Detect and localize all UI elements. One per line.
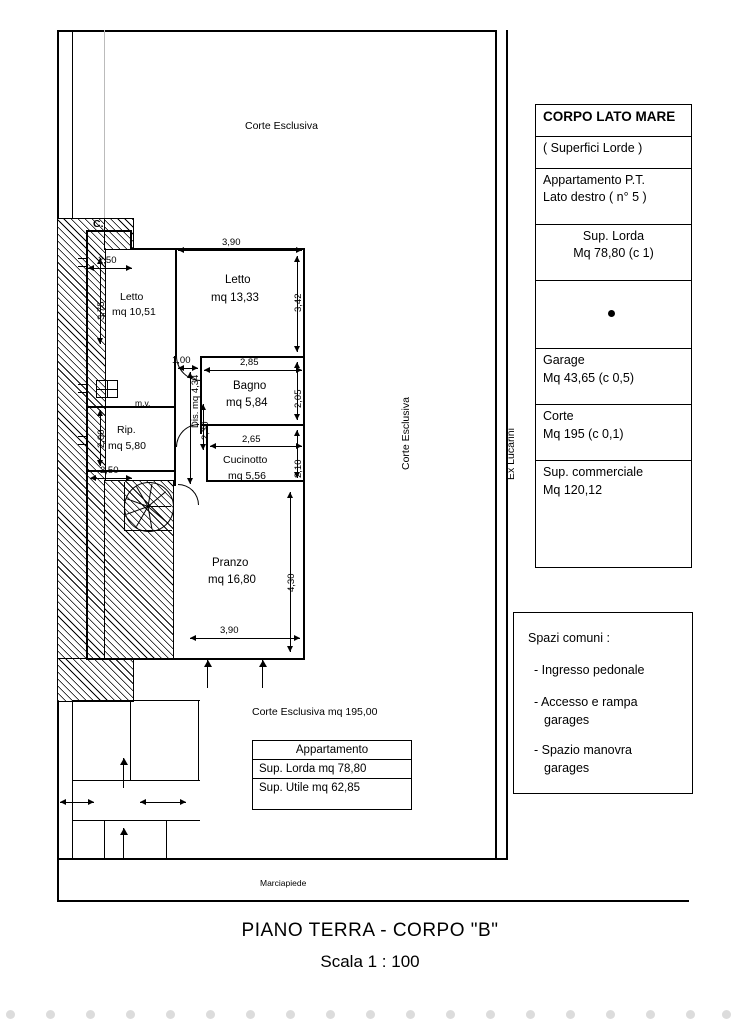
- corridor-label: Dis. mq 4,34: [190, 374, 201, 428]
- mv-label: m.v.: [135, 398, 151, 408]
- dimension-text: 2,30: [200, 421, 211, 440]
- info-table-row: [536, 461, 691, 515]
- common-spaces-item: - Ingresso pedonale: [534, 663, 645, 677]
- span-arrow-right: [140, 802, 186, 803]
- common-spaces-box: [513, 612, 693, 794]
- apt-wall-north-left: [86, 230, 132, 232]
- room-area: mq 10,51: [112, 306, 156, 318]
- entry-arrow-1: [207, 660, 208, 688]
- info-table-header: CORPO LATO MARE: [536, 105, 691, 137]
- room-label: Bagno: [233, 380, 267, 392]
- info-table-line: Mq 120,12: [543, 483, 603, 497]
- partition-rip-top: [86, 406, 176, 408]
- window-tick-2: [78, 266, 88, 267]
- info-table-row: [536, 225, 691, 281]
- apartment-box-line: Sup. Utile mq 62,85: [259, 782, 361, 794]
- guide-line-aux: [104, 30, 105, 230]
- closet-label: C.: [93, 218, 104, 230]
- info-table-line: Lato destro ( n° 5 ): [543, 190, 647, 204]
- dimension-text: 2,50: [98, 255, 117, 266]
- dimension-text: 2,10: [293, 459, 304, 478]
- dimension-text: 4,30: [286, 573, 297, 592]
- apt-wall-closet-right: [130, 230, 132, 250]
- window-tick-4: [78, 392, 88, 393]
- info-table-row: [536, 405, 691, 461]
- common-spaces-title: Spazi comuni :: [528, 631, 610, 645]
- stair-base-line: [124, 530, 172, 531]
- bottom-dot-strip: [0, 1004, 740, 1024]
- bullet-dot: [608, 310, 615, 317]
- plan-title: PIANO TERRA - CORPO "B": [241, 920, 499, 941]
- window-tick-5: [78, 436, 88, 437]
- room-area: mq 16,80: [208, 574, 256, 586]
- room-area: mq 13,33: [211, 292, 259, 304]
- spiral-stair: [124, 482, 174, 532]
- dim-arrow-3-90-low: [190, 638, 300, 639]
- sidewalk-line-top: [57, 858, 507, 860]
- direction-arrow-2: [123, 828, 124, 858]
- dimension-text: 3,42: [293, 293, 304, 312]
- dim-arrow-1-00: [178, 368, 198, 369]
- sidewalk-edge-left: [57, 858, 59, 900]
- lot-boundary-top: [57, 30, 497, 32]
- dim-arrow-2-65: [210, 446, 302, 447]
- info-table: [535, 104, 692, 568]
- info-table-line: Mq 195 (c 0,1): [543, 427, 624, 441]
- info-table-line: Corte: [543, 409, 574, 423]
- entry-arrow-2: [262, 660, 263, 688]
- room-label: Letto: [225, 274, 251, 286]
- apt-wall-south: [86, 658, 305, 660]
- span-arrow-left: [60, 802, 94, 803]
- common-spaces-item: - Accesso e rampa: [534, 695, 638, 709]
- info-table-line: Mq 43,65 (c 0,5): [543, 371, 635, 385]
- partition-corridor-right: [174, 356, 176, 486]
- apartment-box-line: Sup. Lorda mq 78,80: [253, 760, 411, 779]
- info-table-row: [536, 169, 691, 225]
- partition-bagno-bottom: [200, 424, 305, 426]
- garage-line-6: [104, 820, 105, 860]
- apartment-box-title: Appartamento: [253, 741, 411, 760]
- garage-line-3: [130, 700, 131, 780]
- garage-line-2: [72, 780, 200, 781]
- plan-scale: Scala 1 : 100: [320, 952, 420, 971]
- dim-arrow-4-30: [290, 492, 291, 652]
- room-area: mq 5,56: [228, 470, 266, 482]
- room-label: Rip.: [117, 424, 136, 436]
- door-arc-pranzo: [178, 484, 199, 505]
- room-label: Pranzo: [212, 557, 249, 569]
- kitchen-counter-div2: [96, 389, 118, 390]
- dimension-text: 2,85: [240, 357, 259, 368]
- window-tick-6: [78, 444, 88, 445]
- room-label: Cucinotto: [223, 454, 268, 466]
- dimension-text: 2,65: [242, 434, 261, 445]
- dimension-text: 3,90: [220, 625, 239, 636]
- common-spaces-item: - Spazio manovra: [534, 743, 632, 757]
- apartment-box: [252, 740, 412, 810]
- dim-arrow-3-90-top: [178, 250, 302, 251]
- dimension-text: 2,50: [100, 465, 119, 476]
- stair-side-line: [124, 482, 125, 530]
- apt-wall-inner-vert-1: [175, 248, 177, 356]
- lot-boundary-right: [495, 30, 497, 860]
- window-tick-3: [78, 384, 88, 385]
- wall-hatch-lower: [57, 658, 134, 702]
- room-area: mq 5,80: [108, 440, 146, 452]
- info-table-line: Mq 78,80 (c 1): [573, 246, 654, 260]
- common-spaces-item: garages: [544, 761, 590, 775]
- dim-arrow-2-50-top: [88, 268, 132, 269]
- courtyard-top-label: Corte Esclusiva: [245, 120, 318, 132]
- window-tick-1: [78, 258, 88, 259]
- courtyard-right-label: Corte Esclusiva: [400, 397, 412, 470]
- dim-arrow-2-50-low: [90, 478, 132, 479]
- info-table-row-marker: [536, 281, 691, 349]
- info-table-line: Sup. commerciale: [543, 465, 644, 479]
- room-label: Letto: [120, 291, 144, 303]
- info-table-row: [536, 349, 691, 405]
- door-jamb-a: [86, 366, 88, 372]
- dimension-text: 3,75: [96, 301, 107, 320]
- common-spaces-item: garages: [544, 713, 590, 727]
- info-table-line: Appartamento P.T.: [543, 173, 645, 187]
- info-table-row: ( Superfici Lorde ): [536, 137, 691, 169]
- dimension-text: 3,90: [222, 237, 241, 248]
- garage-line-5: [72, 820, 200, 821]
- garage-line-4: [198, 700, 199, 780]
- garage-line-1: [72, 700, 200, 701]
- room-area: mq 5,84: [226, 397, 268, 409]
- sidewalk-line-bottom: [57, 900, 689, 902]
- ex-lucarini-label: Ex Lucarini: [505, 428, 517, 480]
- apt-wall-north-mid: [130, 248, 177, 250]
- info-table-line: Sup. Lorda: [582, 229, 645, 243]
- dimension-text: 1,00: [172, 355, 191, 366]
- courtyard-area-note: Corte Esclusiva mq 195,00: [252, 706, 378, 718]
- dimension-text: 2,00: [96, 429, 107, 448]
- garage-line-7: [166, 820, 167, 860]
- dim-arrow-2-85: [204, 370, 302, 371]
- info-table-line: Garage: [543, 353, 585, 367]
- sidewalk-label: Marciapiede: [260, 878, 307, 888]
- dimension-text: 2,05: [293, 389, 304, 408]
- direction-arrow-1: [123, 758, 124, 788]
